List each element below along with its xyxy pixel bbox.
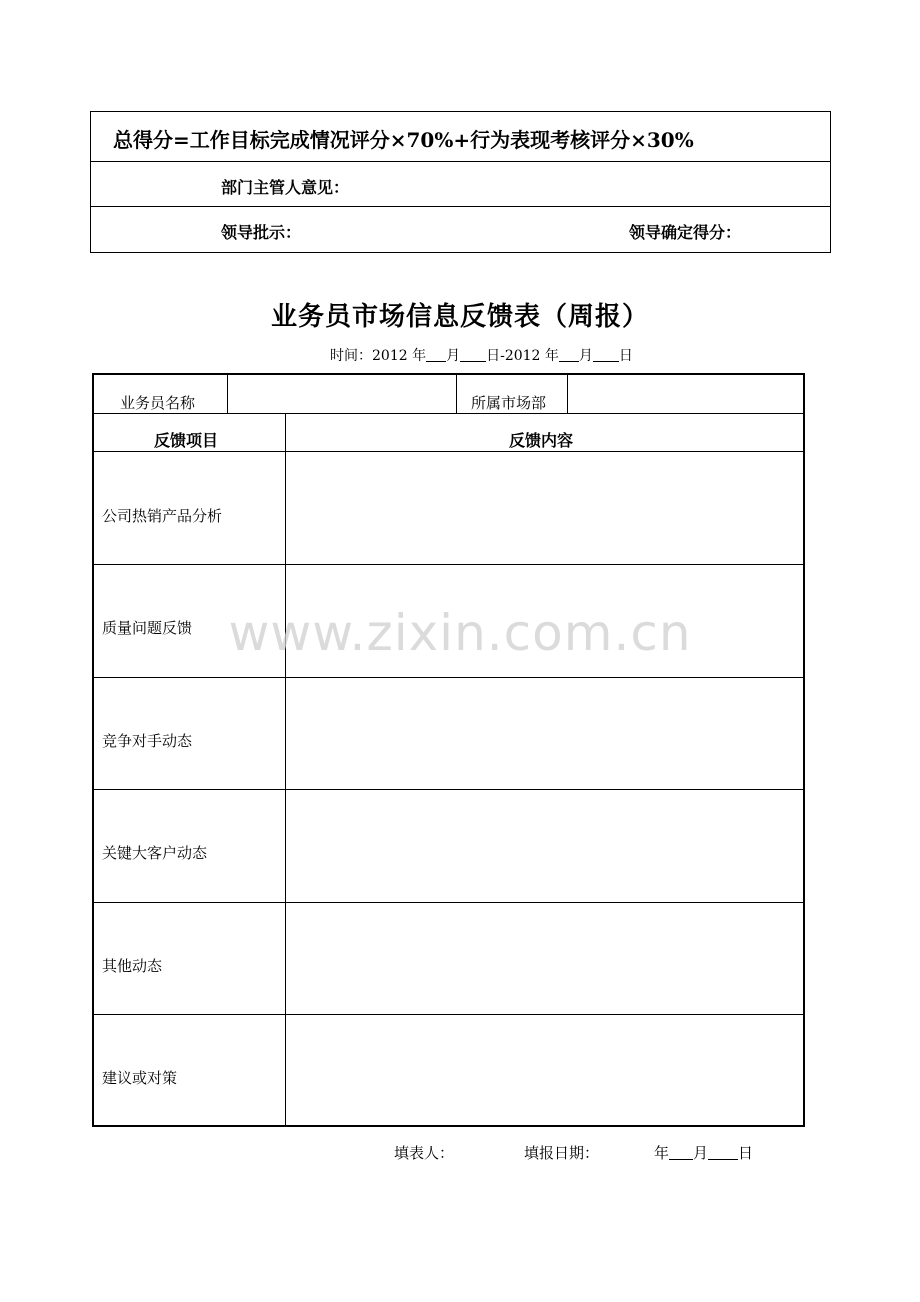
fill-year: 年	[654, 1144, 670, 1162]
row-label-key-accounts: 关键大客户动态	[102, 844, 208, 862]
time-year-2: 年	[544, 348, 559, 364]
col-header-content: 反馈内容	[509, 431, 574, 450]
formula-row	[91, 112, 830, 162]
fill-month-blank[interactable]	[669, 1145, 693, 1160]
feedback-table	[92, 373, 805, 1127]
fill-date-fields	[654, 1142, 753, 1163]
time-day-1: 日	[486, 348, 501, 364]
filler-label: 填表人：	[394, 1144, 455, 1162]
row-label-other: 其他动态	[102, 957, 163, 975]
salesman-name-field[interactable]	[228, 375, 456, 413]
row-label-competitors: 竞争对手动态	[102, 732, 193, 750]
time-year-1: 年	[412, 348, 427, 364]
time-range-line	[330, 345, 633, 365]
fill-day: 日	[738, 1144, 754, 1162]
watermark: www.zixin.com.cn	[228, 604, 692, 662]
market-dept-field[interactable]	[568, 375, 803, 413]
row-label-hot-products: 公司热销产品分析	[102, 507, 223, 525]
salesman-name-label: 业务员名称	[120, 394, 196, 412]
content-other[interactable]	[286, 903, 803, 1015]
day-blank-1[interactable]	[460, 347, 486, 362]
time-dash: -2012	[500, 348, 541, 364]
row-label-quality-issues: 质量问题反馈	[102, 619, 193, 637]
score-formula: 总得分=工作目标完成情况评分×70%+行为表现考核评分×30%	[113, 128, 694, 152]
leader-row	[91, 207, 830, 252]
content-competitors[interactable]	[286, 678, 803, 790]
col-header-item: 反馈项目	[154, 431, 219, 450]
fill-month: 月	[693, 1144, 709, 1162]
content-suggestions[interactable]	[286, 1015, 803, 1125]
market-dept-label: 所属市场部	[471, 394, 547, 412]
score-summary-table	[90, 111, 831, 253]
month-blank-1[interactable]	[426, 347, 446, 362]
content-hot-products[interactable]	[286, 452, 803, 564]
content-key-accounts[interactable]	[286, 790, 803, 902]
time-prefix: 时间：2012	[330, 348, 408, 364]
leader-instruction-label: 领导批示：	[221, 223, 302, 242]
fill-day-blank[interactable]	[708, 1145, 738, 1160]
fill-date-label: 填报日期：	[524, 1144, 600, 1162]
month-blank-2[interactable]	[559, 347, 579, 362]
leader-score-label: 领导确定得分：	[629, 223, 742, 242]
time-month-1: 月	[446, 348, 461, 364]
time-month-2: 月	[578, 348, 593, 364]
dept-opinion-row	[91, 162, 830, 207]
row-label-suggestions: 建议或对策	[102, 1069, 178, 1087]
form-title: 业务员市场信息反馈表（周报）	[270, 302, 649, 332]
day-blank-2[interactable]	[593, 347, 619, 362]
time-day-2: 日	[618, 348, 633, 364]
dept-opinion-label: 部门主管人意见：	[221, 178, 350, 197]
